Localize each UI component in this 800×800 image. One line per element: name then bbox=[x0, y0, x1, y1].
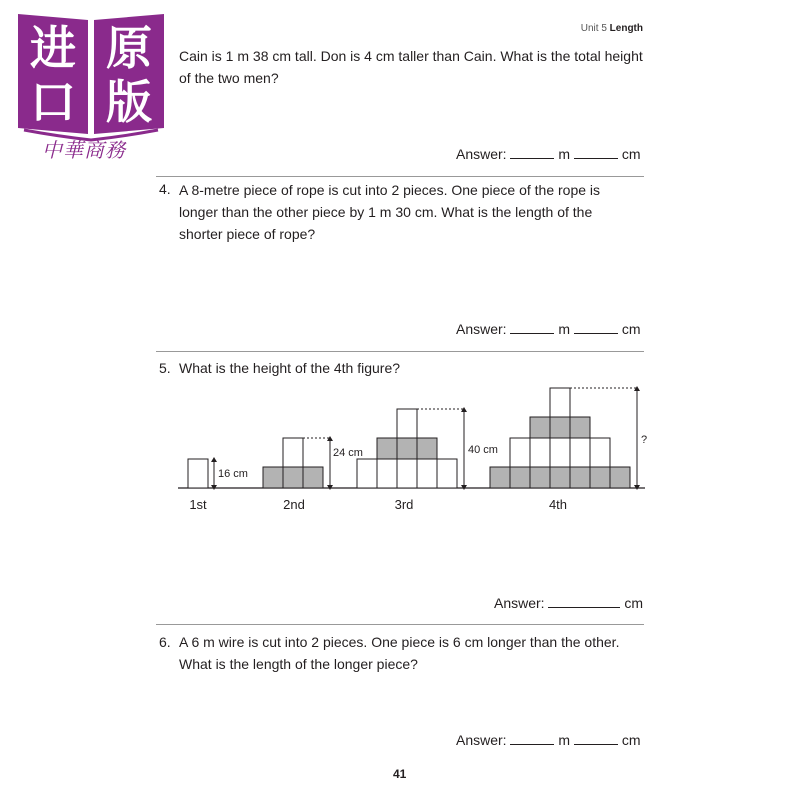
logo-char-4: 版 bbox=[106, 75, 152, 129]
question-6-number: 6. bbox=[159, 634, 171, 650]
question-3-text bbox=[179, 45, 643, 89]
answer-label: Answer: bbox=[456, 732, 507, 748]
question-line: What is the height of the 4th figure? bbox=[179, 360, 401, 376]
unit-m: m bbox=[558, 146, 571, 162]
unit-cm: cm bbox=[621, 321, 641, 337]
box bbox=[490, 467, 510, 488]
answer-label: Answer: bbox=[494, 595, 545, 611]
figure-label-3rd: 3rd bbox=[394, 497, 414, 512]
page-number: 41 bbox=[393, 767, 407, 781]
answer-row bbox=[456, 321, 640, 337]
answer-blank-cm[interactable] bbox=[574, 146, 618, 159]
box bbox=[188, 459, 208, 488]
figure-label-1st: 1st bbox=[189, 497, 207, 512]
question-line: shorter piece of rope? bbox=[179, 226, 316, 242]
answer-blank-m[interactable] bbox=[510, 732, 554, 745]
question-line: A 8-metre piece of rope is cut into 2 pieces. One piece of the rope is bbox=[179, 182, 601, 198]
box bbox=[550, 467, 570, 488]
divider bbox=[156, 176, 644, 177]
box bbox=[550, 388, 570, 417]
measure-2nd: 24 cm bbox=[333, 447, 363, 459]
logo-char-3: 口 bbox=[30, 75, 76, 129]
box bbox=[437, 459, 457, 488]
box bbox=[397, 459, 417, 488]
question-5-number: 5. bbox=[159, 360, 171, 376]
box bbox=[303, 467, 323, 488]
box bbox=[417, 438, 437, 459]
unit-cm: cm bbox=[621, 732, 641, 748]
answer-row bbox=[456, 732, 640, 748]
question-line: longer than the other piece by 1 m 30 cm. What is the length of the bbox=[179, 204, 593, 220]
question-4-number: 4. bbox=[159, 181, 171, 197]
question-line: of the two men? bbox=[179, 70, 279, 86]
unit-cm: cm bbox=[624, 595, 644, 611]
answer-row bbox=[494, 595, 643, 611]
stacked-boxes-figure bbox=[160, 380, 650, 525]
box bbox=[510, 438, 530, 467]
box bbox=[417, 459, 437, 488]
box bbox=[550, 438, 570, 467]
measure-1st: 16 cm bbox=[218, 468, 248, 480]
box bbox=[357, 459, 377, 488]
box bbox=[570, 438, 590, 467]
answer-row bbox=[456, 146, 640, 162]
question-6-text bbox=[179, 631, 619, 675]
question-line: What is the length of the longer piece? bbox=[179, 656, 418, 672]
answer-label: Answer: bbox=[456, 146, 507, 162]
unit-m: m bbox=[558, 321, 571, 337]
measure-3rd: 40 cm bbox=[468, 444, 498, 456]
box bbox=[283, 467, 303, 488]
box bbox=[283, 438, 303, 467]
unit-header bbox=[581, 23, 643, 34]
logo-script-text: 中華商務 bbox=[42, 138, 126, 162]
answer-blank-m[interactable] bbox=[510, 146, 554, 159]
box bbox=[590, 467, 610, 488]
answer-blank-cm[interactable] bbox=[574, 321, 618, 334]
box bbox=[610, 467, 630, 488]
box bbox=[377, 438, 397, 459]
figure-label-2nd: 2nd bbox=[283, 497, 305, 512]
question-line: A 6 m wire is cut into 2 pieces. One piece is 6 cm longer than the other. bbox=[179, 634, 620, 650]
box bbox=[263, 467, 283, 488]
box bbox=[397, 438, 417, 459]
box bbox=[530, 417, 550, 438]
answer-blank-m[interactable] bbox=[510, 321, 554, 334]
box bbox=[550, 417, 570, 438]
box bbox=[570, 467, 590, 488]
question-4-text bbox=[179, 179, 600, 245]
box bbox=[590, 438, 610, 467]
unit-cm: cm bbox=[621, 146, 641, 162]
divider bbox=[156, 624, 644, 625]
answer-blank-cm[interactable] bbox=[574, 732, 618, 745]
divider bbox=[156, 351, 644, 352]
question-line: Cain is 1 m 38 cm tall. Don is 4 cm taller than Cain. What is the total height bbox=[179, 48, 643, 64]
unit-title: Length bbox=[609, 23, 643, 34]
measure-4th: ? bbox=[641, 434, 648, 446]
figure-label-4th: 4th bbox=[548, 497, 568, 512]
answer-label: Answer: bbox=[456, 321, 507, 337]
box bbox=[377, 459, 397, 488]
box bbox=[530, 467, 550, 488]
box bbox=[510, 467, 530, 488]
unit-m: m bbox=[558, 732, 571, 748]
box bbox=[530, 438, 550, 467]
logo-char-1: 进 bbox=[30, 21, 76, 75]
box bbox=[570, 417, 590, 438]
box bbox=[397, 409, 417, 438]
publisher-logo bbox=[16, 12, 166, 142]
unit-number: Unit 5 bbox=[580, 23, 607, 34]
answer-blank-cm[interactable] bbox=[548, 595, 620, 608]
question-5-text bbox=[179, 357, 400, 379]
logo-char-2: 原 bbox=[106, 21, 152, 75]
